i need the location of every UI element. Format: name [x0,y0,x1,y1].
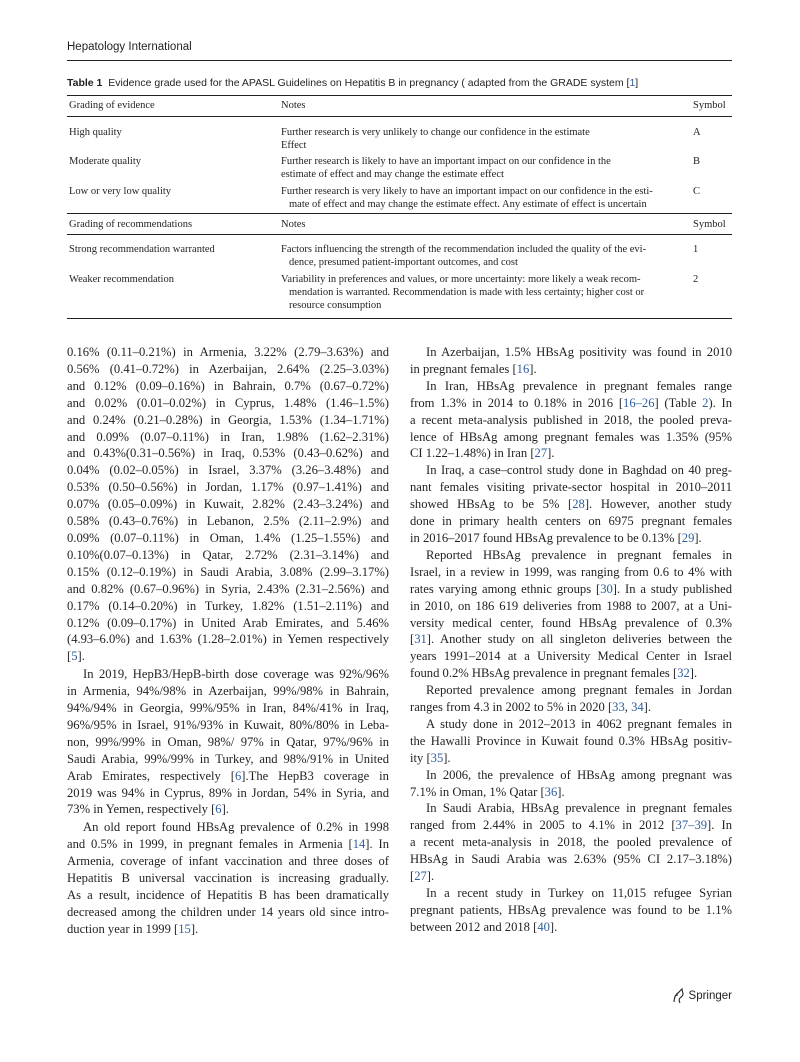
grade-cell: Low or very low quality [69,186,172,197]
text-line [410,530,732,547]
notes-line: mendation is warranted. Recommendation is made with less certainty; higher cost or [289,287,645,298]
notes-line: estimate of effect and may change the estimate effect [281,169,504,180]
caption-ref[interactable]: 1 [629,77,636,89]
text-line: and 0.12% (0.09–0.16%) in Bahrain, 0.7% (0.67–0.72%) [67,378,389,393]
text-line: 0.10%(0.07–0.13%) in Qatar, 2.72% (2.31–3.14%) and [67,547,389,562]
text-fragment: from 1.3% in 2014 to 0.18% in 2016 [ [410,395,624,410]
text-fragment: CI 1.22–1.48%) in Iran [ [410,446,535,461]
citation-link[interactable]: 15 [178,921,191,936]
paragraph-turkey [410,885,732,936]
paragraph-armenia [67,819,389,937]
text-fragment: ). In [708,395,732,410]
citation-link[interactable]: 6 [215,802,222,817]
text-line: lence of HBsAg among pregnant females was 1.35% (95% [410,429,732,444]
symbol-cell: A [693,127,701,138]
text-line: An old report found HBsAg prevalence of 0.2% in 1998 [83,820,389,835]
citation-link[interactable]: 28 [572,497,585,512]
text-line: and 0.82% (0.67–0.96%) in Syria, 2.43% (2.31–2.56%) and [67,581,389,596]
text-line: versity medical center, found HBsAg prevalence of 0.3% [410,615,732,630]
symbol-cell: 1 [693,244,699,255]
text-line: 0.09% (0.07–0.11%) in Oman, 1.4% (1.25–1.55%) and [67,530,389,545]
text-fragment: ]. [643,700,651,715]
citation-link[interactable]: 27 [414,869,427,884]
text-line: 0.15% (0.12–0.19%) in Saudi Arabia, 3.08% (2.99–3.17%) [67,564,389,579]
text-fragment: ]. [549,919,558,934]
text-line: non, 99%/99% in Oman, 98%/ 97% in Qatar, 97%/96% in [67,734,389,749]
paragraph-azerbaijan [410,344,732,378]
paragraph-vaccine-coverage [67,666,389,818]
text-line: and 0.24% (0.21–0.28%) in Georgia, 1.53% (1.34–1.71%) [67,412,389,427]
text-line: in 2010, on 186 619 deliveries from 1988 to 2007, at a Uni- [410,598,732,613]
citation-link[interactable]: 5 [71,649,78,664]
grade-cell: Strong recommendation warranted [69,244,215,255]
text-line: In 2006, the prevalence of HBsAg among pregnant was [426,767,732,782]
grade-cell: Weaker recommendation [69,274,174,285]
text-line: 0.07% (0.05–0.09%) in Kuwait, 2.82% (2.43–3.24%) and [67,497,389,512]
text-line [67,836,389,853]
text-line [410,496,732,513]
text-line: In Azerbaijan, 1.5% HBsAg positivity was found in 2010 [426,345,732,359]
col-notes: Notes [281,219,306,230]
text-line: a recent meta-analysis published in 2018, the pooled preva- [410,412,732,427]
table-link[interactable]: 2 [702,395,709,410]
text-fragment: ity [ [410,750,431,765]
caption-end: ] [635,77,639,89]
col-symbol: Symbol [693,100,726,111]
citation-link[interactable]: 32 [677,666,690,681]
text-line [410,784,732,801]
citation-link[interactable]: 16 [516,361,530,376]
text-line: (4.93–6.0%) and 1.63% (1.28–2.01%) in Yemen respectively [67,632,389,647]
citation-link[interactable]: 37–39 [675,818,708,833]
text-fragment: and 0.5% in 1999, in pregnant females in Armenia [ [67,837,353,852]
citation-link[interactable]: 40 [537,919,550,934]
citation-link[interactable]: 30 [600,581,613,596]
text-fragment: in 2016–2017 found HBsAg prevalence to be 0.13% [ [410,530,682,545]
text-line: Armenia, coverage of infant vaccination and three doses of [67,854,389,869]
text-fragment: ]. [557,784,565,799]
text-fragment: ranges from 4.3 in 2002 to 5% in 2020 [ [410,700,613,715]
table-head-rule [67,116,732,117]
text-fragment: ]. [689,666,698,681]
text-fragment: ranged from 2.44% in 2005 to 4.1% in 2012 [ [410,818,676,833]
text-line: Hepatitis B universal vaccination is increasing gradually. [67,871,389,886]
text-line: As a result, incidence of Hepatitis B has been dramatically [67,888,389,902]
notes-line: Further research is likely to have an important impact on our confidence in the [281,156,611,167]
text-fragment: Arab Emirates, respectively [ [67,768,235,783]
text-line [410,699,732,716]
paragraph-oman [410,767,732,801]
table-label: Table 1 [67,77,103,89]
notes-cell [281,185,676,211]
notes-cell [281,243,676,269]
springer-horse-icon [671,988,685,1004]
paragraph-prevalence-ranges [67,344,389,665]
text-line: decreased among the children under 14 years old since intro- [67,904,389,919]
text-fragment: ]. In [365,837,389,852]
text-line: the Hawalli Province in Kuwait found 0.3% HBsAg positiv- [410,733,732,748]
text-line: 94%/94% in Georgia, 99%/95% in Iran, 84%/41% in Iraq, [67,701,389,716]
table-caption [67,77,737,89]
citation-link[interactable]: 14 [352,837,366,852]
symbol-cell: B [693,156,701,167]
citation-link[interactable]: 31 [414,632,427,647]
col-grading-evidence: Grading of evidence [69,100,155,111]
text-line: Saudi Arabia, 99%/99% in Turkey, and 98%/91% in United [67,751,389,766]
text-line [410,665,732,682]
grade-cell: High quality [69,127,122,138]
text-fragment: [ [410,869,415,884]
paragraph-israel [410,547,732,682]
text-fragment: , [624,700,632,715]
symbol-cell: C [693,186,701,197]
text-line: in Armenia, 94%/98% in Azerbaijan, 99%/98% in Bahrain, [67,684,389,699]
text-fragment: ]. In a study published [612,581,732,596]
notes-line: Effect [281,140,307,151]
bracket: [ [67,649,72,664]
text-line: years 1991–2014 at a University Medical Center in Israel [410,649,732,664]
text-line: In Saudi Arabia, HBsAg prevalence in pregnant females [426,801,732,816]
text-line: In Iran, HBsAg prevalence in pregnant females range [426,378,732,393]
text-line [410,868,732,885]
text-line: Reported HBsAg prevalence in pregnant females in [426,547,732,562]
text-line: 0.58% (0.43–0.76%) in Lebanon, 2.5% (2.11–2.9%) and [67,514,389,529]
citation-link[interactable]: 34 [631,700,644,715]
text-line: In 2019, HepB3/HepB-birth dose coverage was 92%/96% [83,667,389,682]
text-fragment: ].The HepB3 coverage in [241,768,389,783]
publisher-footer [671,988,732,1004]
text-line: 0.56% (0.41–0.72%) in Azerbaijan, 2.64% (2.25–3.03%) [67,361,389,376]
text-fragment: ]. [190,921,199,936]
symbol-cell: 2 [693,274,699,285]
text-line [410,817,732,834]
table-top-rule [67,95,732,96]
paragraph-jordan [410,682,732,716]
text-fragment: rates varying among ethnic groups [ [410,581,601,596]
text-fragment: 73% in Yemen, respectively [ [67,802,216,817]
text-fragment: [ [410,632,415,647]
citation-link[interactable]: 33 [612,700,625,715]
text-line: a recent meta-analysis in 2018, the pooled prevalence of [410,835,732,850]
citation-link[interactable]: 27 [534,446,548,461]
text-fragment: ]. [221,802,229,817]
text-line: 0.04% (0.02–0.05%) in Israel, 3.37% (3.26–3.48%) and [67,463,389,478]
text-line: Israel, in a review in 1999, was ranging from 0.6 to 4% with [410,564,732,579]
text-fragment: ]. [443,750,451,765]
citation-link[interactable]: 16–26 [623,395,655,410]
text-fragment: ]. Another study on all singleton deliveries between the [426,632,732,647]
text-line: and 0.09% (0.07–0.11%) in Iran, 1.98% (1.62–2.31%) [67,429,389,444]
paragraph-kuwait [410,716,732,767]
right-column [410,344,732,936]
caption-text: Evidence grade used for the APASL Guidelines on Hepatitis B in pregnancy ( adapted from the GRADE system [ [108,77,630,89]
text-line: 0.53% (0.50–0.56%) in Jordan, 1.17% (0.97–1.41%) and [67,480,389,495]
text-line: HBsAg in Saudi Arabia was 2.63% (95% CI 2.17–3.18%) [410,852,732,867]
paragraph-saudi-arabia [410,800,732,885]
text-line: In Iraq, a case–control study done in Baghdad on 40 preg- [426,463,732,478]
left-column [67,344,389,938]
text-line: and 0.43%(0.31–0.56%) in Iraq, 0.53% (0.43–0.62%) and [67,446,389,461]
text-line [410,581,732,598]
text-line: nant females visiting private-sector hospital in 2010–2011 [410,480,732,495]
text-fragment: ]. [547,446,555,461]
notes-line: Variability in preferences and values, or more uncertainty: more likely a weak recom- [281,274,641,285]
text-fragment: found 0.2% HBsAg prevalence in pregnant females [ [410,666,678,681]
citation-link[interactable]: 36 [544,784,558,799]
text-line: Reported prevalence among pregnant females in Jordan [426,683,732,698]
notes-cell [281,126,676,152]
text-line [410,750,732,767]
text-fragment: ]. [694,530,702,545]
text-line: In a recent study in Turkey on 11,015 refugee Syrian [426,886,732,900]
paragraph-iran [410,378,732,463]
table-head2-rule [67,234,732,235]
text-line: 96%/95% in Israel, 91%/93% in Kuwait, 80%/80% in Leba- [67,717,389,732]
text-line: and 0.02% (0.01–0.02%) in Cyprus, 1.48% (1.46–1.5%) [67,395,389,410]
text-line [410,361,732,378]
text-line [410,919,732,936]
text-fragment: 7.1% in Oman, 1% Qatar [ [410,784,545,799]
text-line [67,648,389,665]
notes-line: dence, presumed patient-important outcomes, and cost [289,257,518,268]
citation-link[interactable]: 6 [234,768,242,783]
grade-cell: Moderate quality [69,156,142,167]
notes-cell [281,155,676,181]
col-symbol: Symbol [693,219,726,230]
text-line [67,801,389,818]
text-line: done in primary health centers on 6975 pregnant females [410,514,732,529]
text-line: 2019 was 94% in Cyprus, 89% in Jordan, 54% in Syria, and [67,785,389,800]
text-line: 0.17% (0.14–0.20%) in Turkey, 1.82% (1.51–2.11%) and [67,598,389,613]
col-notes: Notes [281,100,306,111]
text-line [410,445,732,462]
text-fragment: ]. [529,361,537,376]
text-fragment: showed HBsAg to be 5% [ [410,497,573,512]
citation-link[interactable]: 29 [681,530,695,545]
citation-link[interactable]: 35 [430,750,444,765]
table-mid-rule [67,213,732,214]
text-fragment: duction year in 1999 [ [67,921,179,936]
text-line [67,921,389,938]
text-line [410,395,732,412]
notes-cell [281,273,676,312]
publisher-name: Springer [688,990,732,1002]
text-fragment: ] (Table [654,395,703,410]
text-line: pregnant patients, HBsAg prevalence was found to be 1.1% [410,902,732,917]
text-fragment: in pregnant females [ [410,361,517,376]
text-line: 0.12% (0.09–0.17%) in United Arab Emirates, and 5.46% [67,615,389,630]
header-rule [67,60,732,61]
text-fragment: ]. However, another study [584,497,732,512]
text-line [410,631,732,648]
text-fragment: ]. In [707,818,732,833]
journal-header: Hepatology International [67,41,192,53]
bracket: ]. [77,649,85,664]
text-fragment: ]. [426,869,435,884]
notes-line: resource consumption [289,300,382,311]
text-fragment: between 2012 and 2018 [ [410,919,538,934]
text-line [67,768,389,785]
notes-line: Factors influencing the strength of the recommendation included the quality of the evi- [281,244,647,255]
notes-line: mate of effect and may change the estimate effect. Any estimate of effect is uncertain [289,199,647,210]
notes-line: Further research is very unlikely to change our confidence in the estimate [281,127,590,138]
paragraph-iraq [410,462,732,547]
notes-line: Further research is very likely to have an important impact on our confidence in the esti- [281,186,653,197]
text-line: 0.16% (0.11–0.21%) in Armenia, 3.22% (2.79–3.63%) and [67,345,389,359]
col-grading-recommendations: Grading of recommendations [69,219,193,230]
text-line: A study done in 2012–2013 in 4062 pregnant females in [426,716,732,731]
table-bottom-rule [67,318,732,319]
